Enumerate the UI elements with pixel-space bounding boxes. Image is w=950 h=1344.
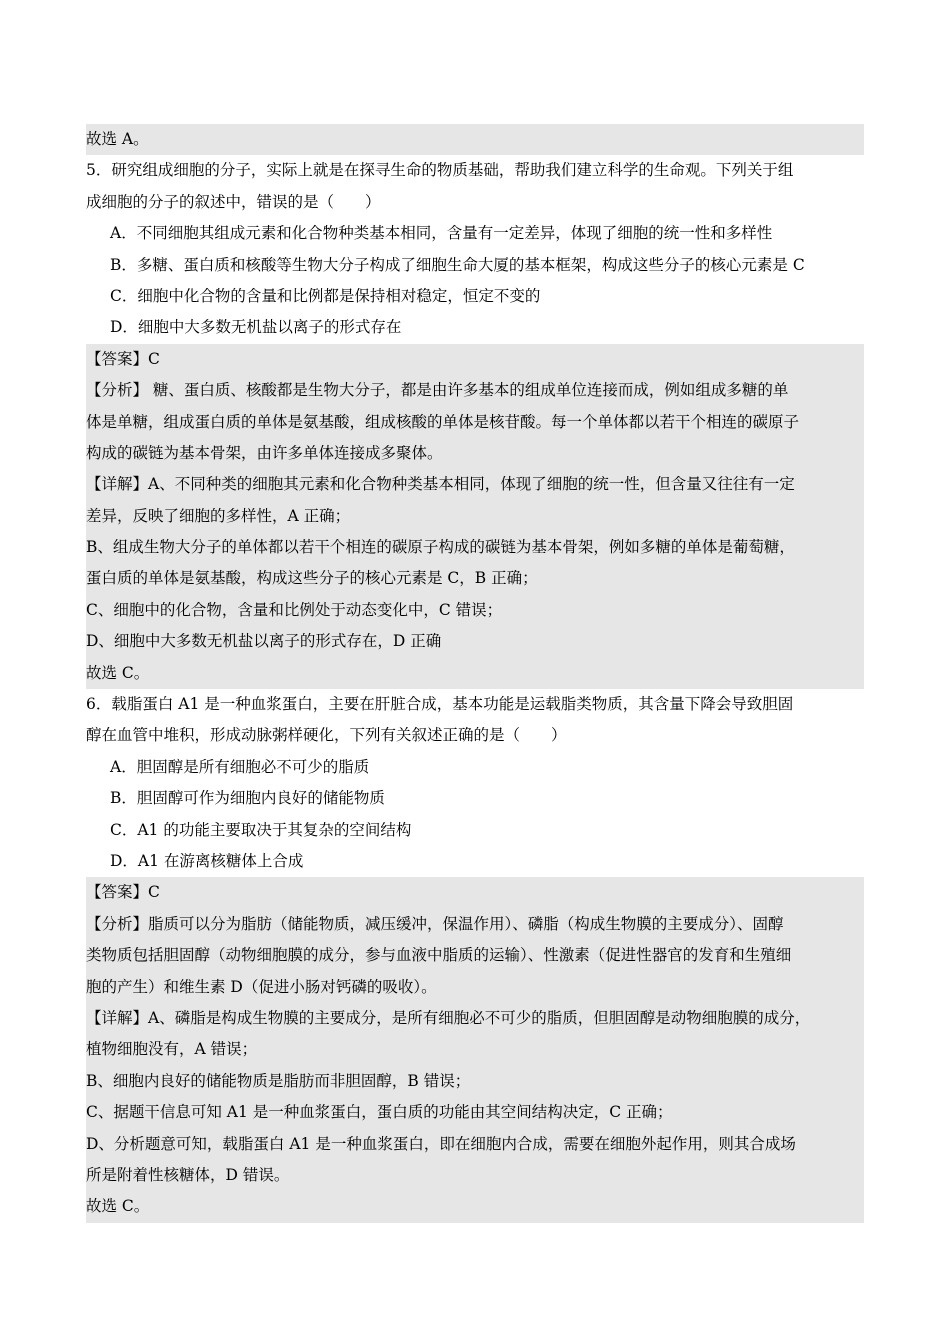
detail-line: D、分析题意可知，载脂蛋白 A1 是一种血浆蛋白，即在细胞内合成，需要在细胞外起作用，则其合成场 [86, 1134, 796, 1153]
analysis-line: 【分析】脂质可以分为脂肪（储能物质，减压缓冲，保温作用）、磷脂（构成生物膜的主要成分）、固醇 [86, 914, 784, 933]
analysis-line: 类物质包括胆固醇（动物细胞膜的成分，参与血液中脂质的运输）、性激素（促进性器官的发育和生殖细 [86, 946, 792, 965]
detail-line: 【详解】A、磷脂是构成生物膜的主要成分，是所有细胞必不可少的脂质，但胆固醇是动物细胞膜的成分， [86, 1008, 811, 1027]
detail-line: 所是附着性核糖体，D 错误。 [86, 1165, 290, 1184]
question-6 [86, 689, 864, 1223]
detail-line: 【详解】A、不同种类的细胞其元素和化合物种类基本相同，体现了细胞的统一性，但含量又往往有一定 [86, 475, 795, 494]
detail-line: B、组成生物大分子的单体都以若干个相连的碳原子构成的碳链为基本骨架，例如多糖的单体是葡萄糖， [86, 538, 795, 557]
conclusion-line: 故选 C。 [86, 663, 150, 682]
detail-line: C、据题干信息可知 A1 是一种血浆蛋白，蛋白质的功能由其空间结构决定，C 正确； [86, 1103, 673, 1122]
analysis-line: 构成的碳链为基本骨架，由许多单体连接成多聚体。 [86, 443, 443, 462]
analysis-line: 胞的产生）和维生素 D（促进小肠对钙磷的吸收）。 [86, 977, 437, 996]
question-stem-line: 5．研究组成细胞的分子，实际上就是在探寻生命的物质基础，帮助我们建立科学的生命观。下列关于组 [86, 161, 794, 180]
detail-line: 差异，反映了细胞的多样性，A 正确； [86, 506, 351, 525]
question-5 [86, 155, 864, 689]
answer-line: 【答案】C [86, 883, 160, 902]
detail-line: C、细胞中的化合物，含量和比例处于动态变化中，C 错误； [86, 600, 503, 619]
answer-line: 【答案】C [86, 349, 160, 368]
option-c: C．A1 的功能主要取决于其复杂的空间结构 [110, 820, 412, 839]
option-c: C．细胞中化合物的含量和比例都是保持相对稳定，恒定不变的 [110, 286, 541, 305]
question-stem-line: 成细胞的分子的叙述中，错误的是（ ） [86, 192, 381, 211]
question-stem-line: 6．载脂蛋白 A1 是一种血浆蛋白，主要在肝脏合成，基本功能是运载脂类物质，其含量下降会导致胆固 [86, 695, 794, 714]
question-stem-line: 醇在血管中堆积，形成动脉粥样硬化，下列有关叙述正确的是（ ） [86, 726, 567, 745]
option-b: B．胆固醇可作为细胞内良好的储能物质 [110, 789, 385, 808]
option-a: A．不同细胞其组成元素和化合物种类基本相同，含量有一定差异，体现了细胞的统一性和多样性 [110, 224, 773, 243]
analysis-line: 【分析】 糖、蛋白质、核酸都是生物大分子，都是由许多基本的组成单位连接而成，例如组成多糖的单 [86, 381, 789, 400]
option-a: A．胆固醇是所有细胞必不可少的脂质 [110, 757, 370, 776]
detail-line: B、细胞内良好的储能物质是脂肪而非胆固醇，B 错误； [86, 1071, 471, 1090]
conclusion-line: 故选 C。 [86, 1197, 150, 1216]
analysis-line: 体是单糖，组成蛋白质的单体是氨基酸，组成核酸的单体是核苷酸。每一个单体都以若干个相连的碳原子 [86, 412, 800, 431]
previous-answer-conclusion: 故选 A。 [86, 124, 864, 155]
solution-block [86, 344, 864, 689]
detail-line: 蛋白质的单体是氨基酸，构成这些分子的核心元素是 C，B 正确； [86, 569, 538, 588]
option-d: D．细胞中大多数无机盐以离子的形式存在 [110, 318, 402, 337]
option-b: B．多糖、蛋白质和核酸等生物大分子构成了细胞生命大厦的基本框架，构成这些分子的核心元素是 C [110, 255, 805, 274]
document-page [86, 124, 864, 1223]
solution-block [86, 877, 864, 1222]
option-d: D．A1 在游离核糖体上合成 [110, 851, 304, 870]
detail-line: D、细胞中大多数无机盐以离子的形式存在，D 正确 [86, 632, 442, 651]
detail-line: 植物细胞没有，A 错误； [86, 1040, 258, 1059]
